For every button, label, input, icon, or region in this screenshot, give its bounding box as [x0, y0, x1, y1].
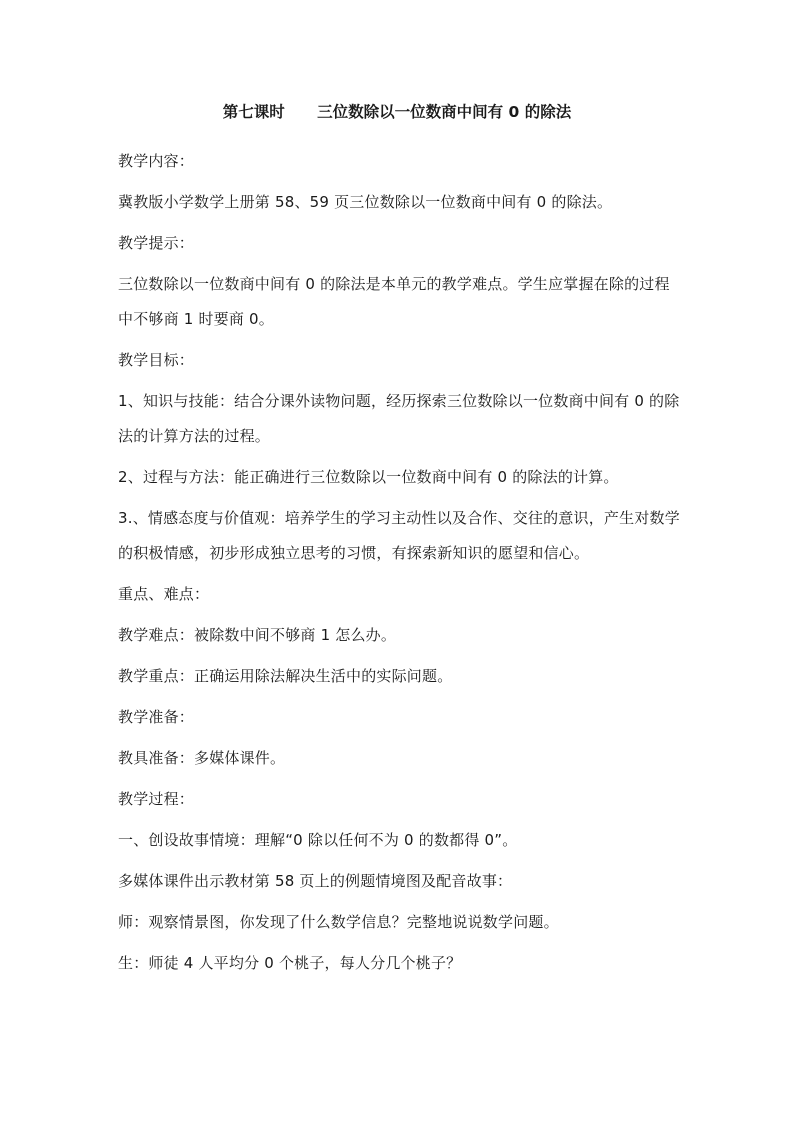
paragraph: 教学准备：: [118, 708, 195, 726]
paragraph: 1、知识与技能：结合分课外读物问题，经历探索三位数除以一位数商中间有 0 的除法的计算方法的过程。: [118, 392, 680, 445]
paragraph: 三位数除以一位数商中间有 0 的除法是本单元的教学难点。学生应掌握在除的过程中不够商 1 时要商 0。: [118, 275, 670, 328]
paragraph: 重点、难点：: [118, 585, 210, 603]
paragraph: 教学内容：: [118, 152, 195, 170]
paragraph: 3.、情感态度与价值观：培养学生的学习主动性以及合作、交往的意识，产生对数学的积极情感，初步形成独立思考的习惯，有探索新知识的愿望和信心。: [118, 509, 680, 562]
paragraph: 师：观察情景图，你发现了什么数学信息？完整地说说数学问题。: [118, 913, 559, 931]
paragraph: 教具准备：多媒体课件。: [118, 749, 286, 767]
paragraph: 多媒体课件出示教材第 58 页上的例题情境图及配音故事：: [118, 872, 513, 890]
paragraph: 教学难点：被除数中间不够商 1 怎么办。: [118, 626, 397, 644]
paragraph: 教学目标：: [118, 351, 195, 369]
document-title: 第七课时 三位数除以一位数商中间有 0 的除法: [222, 103, 572, 121]
paragraph: 生：师徒 4 人平均分 0 个桃子，每人分几个桃子？: [118, 954, 462, 972]
paragraph: 2、过程与方法：能正确进行三位数除以一位数商中间有 0 的除法的计算。: [118, 468, 619, 486]
paragraph: 教学提示：: [118, 234, 195, 252]
paragraph: 教学过程：: [118, 790, 195, 808]
paragraph: 一、创设故事情境：理解“0 除以任何不为 0 的数都得 0”。: [118, 831, 518, 849]
paragraph: 教学重点：正确运用除法解决生活中的实际问题。: [118, 667, 453, 685]
document-body: [118, 144, 684, 987]
paragraph: 冀教版小学数学上册第 58、59 页三位数除以一位数商中间有 0 的除法。: [118, 193, 613, 211]
